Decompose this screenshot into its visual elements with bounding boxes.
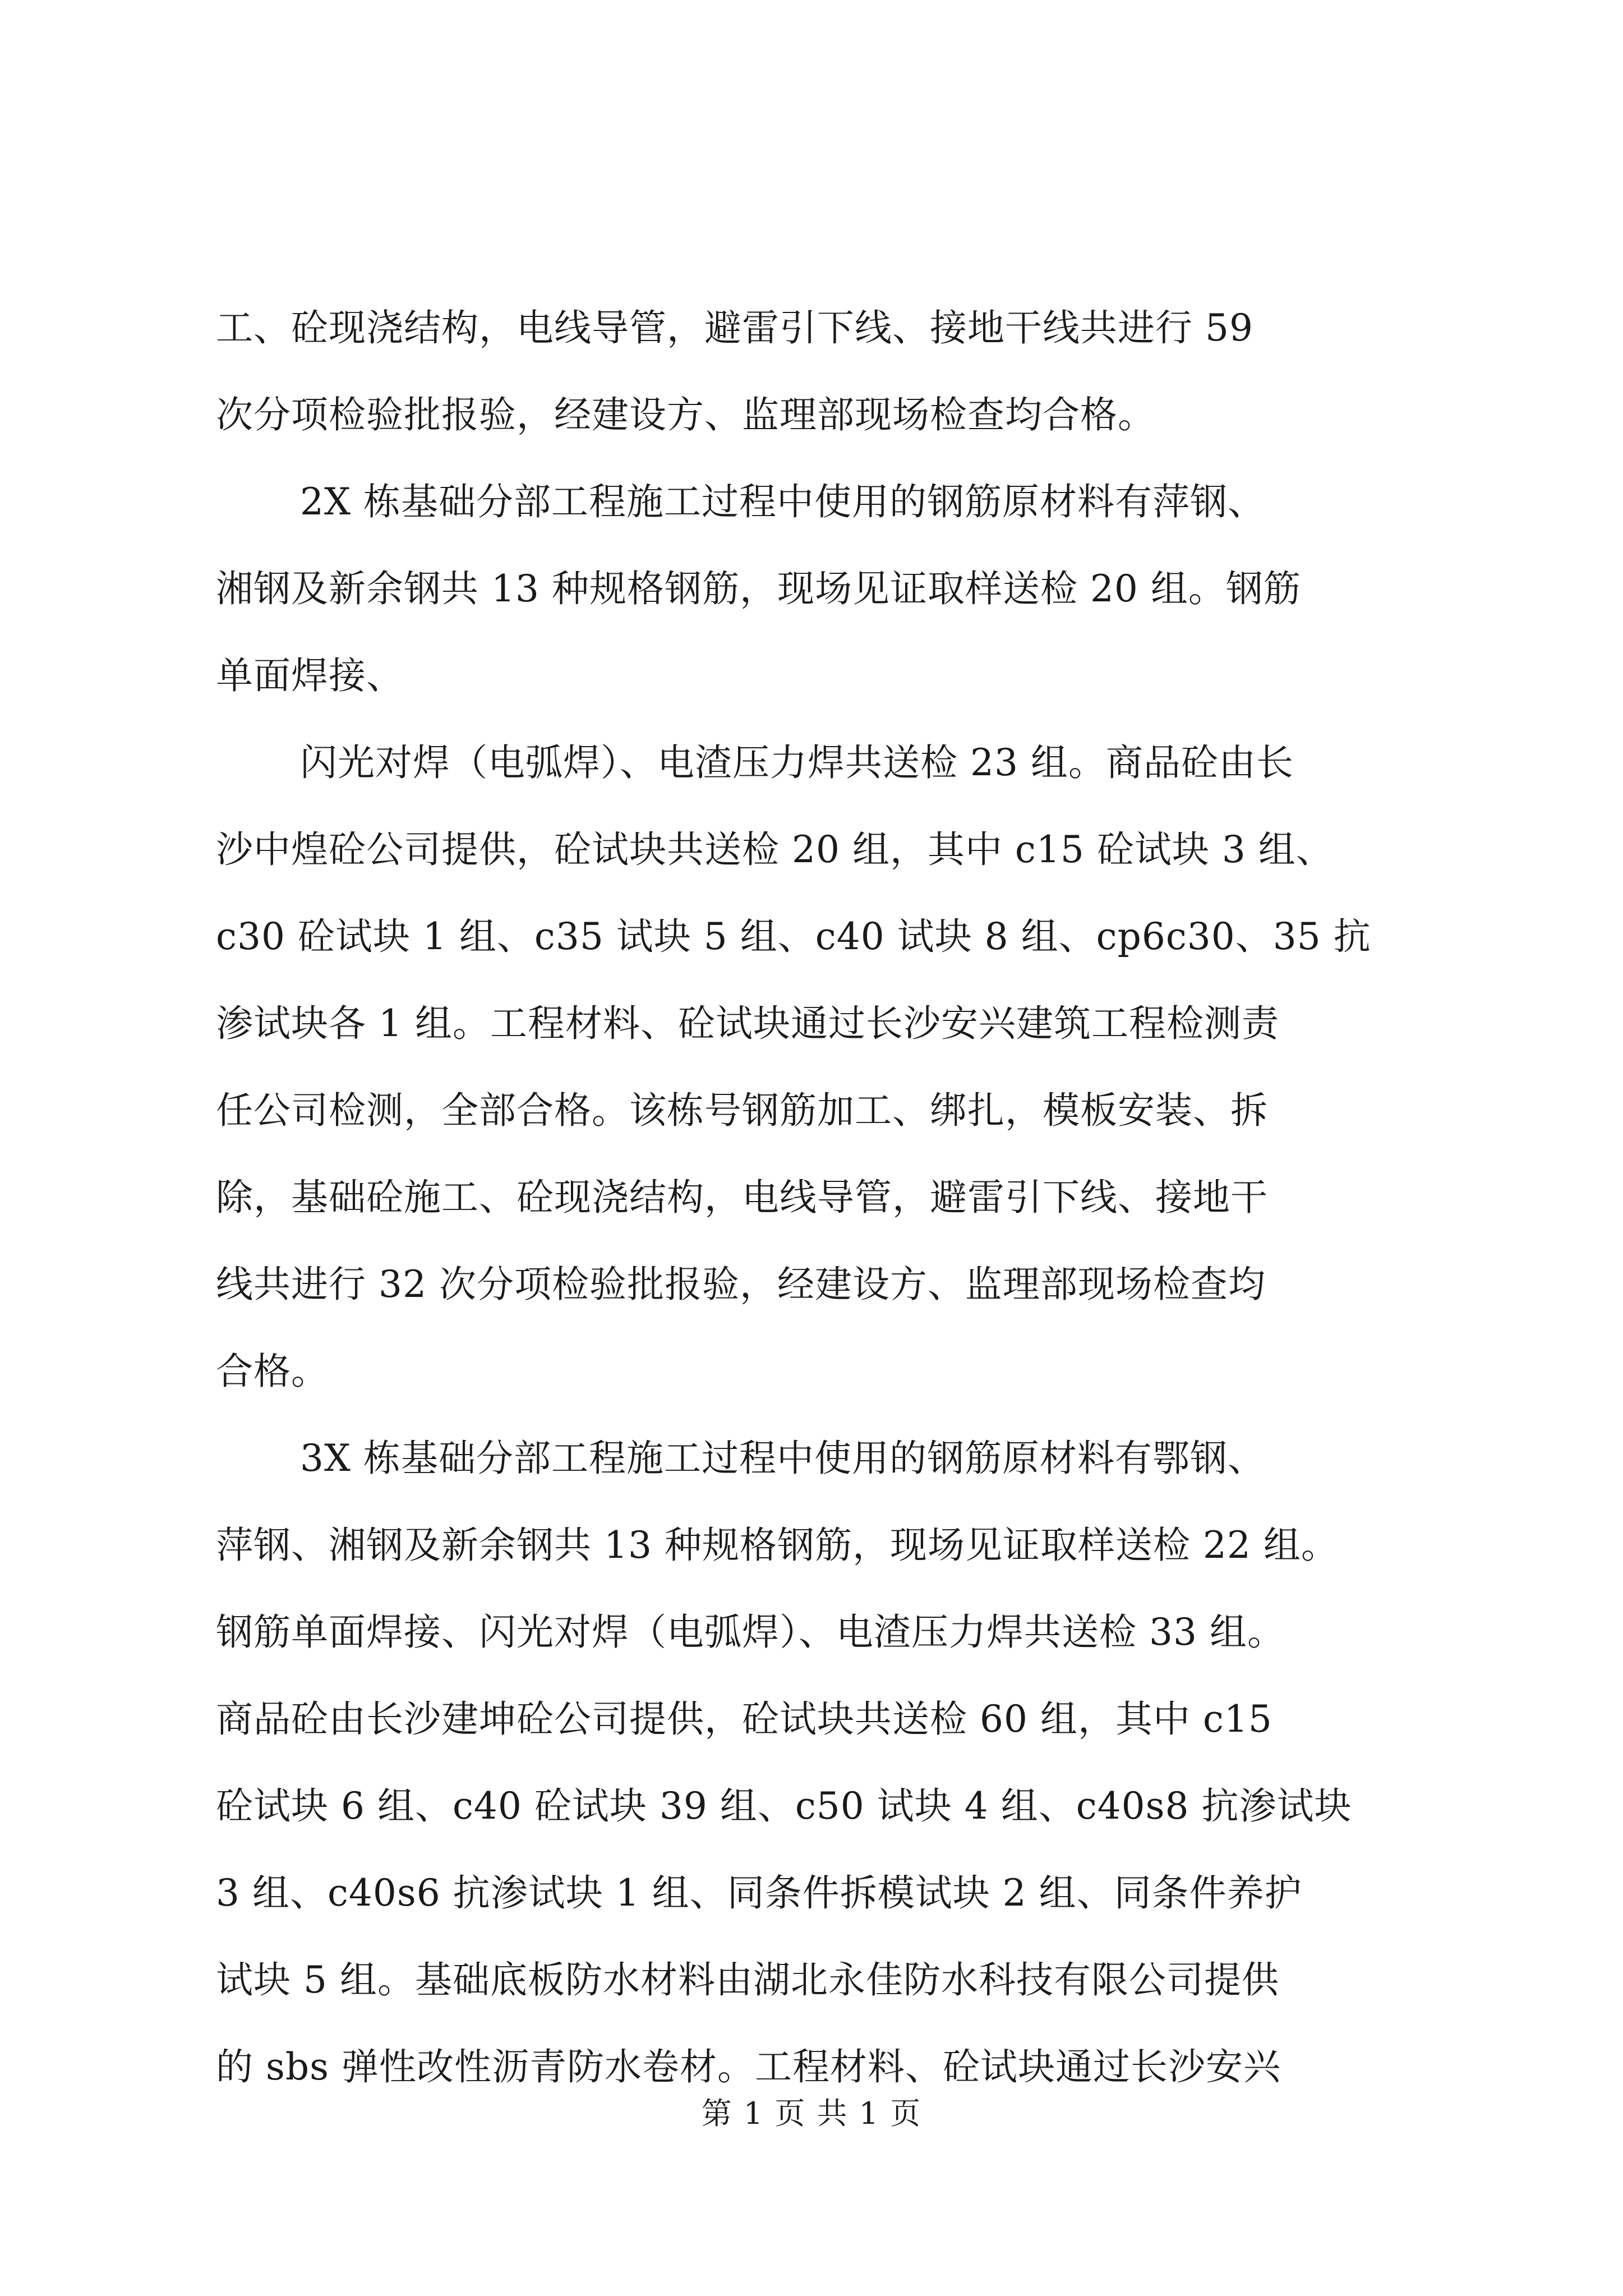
body-line: 次分项检验批报验，经建设方、监理部现场检查均合格。 <box>216 393 1155 436</box>
body-line: 萍钢、湘钢及新余钢共 13 种规格钢筋，现场见证取样送检 22 组。 <box>216 1524 1339 1567</box>
body-line: 3 组、c40s6 抗渗试块 1 组、同条件拆模试块 2 组、同条件养护 <box>216 1871 1302 1915</box>
page-footer: 第 1 页 共 1 页 <box>701 2096 922 2131</box>
body-line: 试块 5 组。基础底板防水材料由湖北永佳防水科技有限公司提供 <box>216 1958 1279 2001</box>
body-line: c30 砼试块 1 组、c35 试块 5 组、c40 试块 8 组、cp6c30、35 抗 <box>216 915 1371 958</box>
body-line: 沙中煌砼公司提供，砼试块共送检 20 组，其中 c15 砼试块 3 组、 <box>216 828 1334 871</box>
body-line: 线共进行 32 次分项检验批报验，经建设方、监理部现场检查均 <box>216 1263 1266 1306</box>
body-line: 钢筋单面焊接、闪光对焊（电弧焊）、电渣压力焊共送检 33 组。 <box>216 1611 1285 1654</box>
body-line: 除，基础砼施工、砼现浇结构，电线导管，避雷引下线、接地干 <box>216 1176 1268 1219</box>
body-line: 的 sbs 弹性改性沥青防水卷材。工程材料、砼试块通过长沙安兴 <box>216 2045 1281 2088</box>
body-line: 合格。 <box>216 1350 329 1393</box>
body-line: 工、砼现浇结构，电线导管，避雷引下线、接地干线共进行 59 <box>216 306 1253 349</box>
body-line: 商品砼由长沙建坤砼公司提供，砼试块共送检 60 组，其中 c15 <box>216 1697 1272 1741</box>
body-line: 任公司检测，全部合格。该栋号钢筋加工、绑扎，模板安装、拆 <box>216 1089 1268 1132</box>
paragraph-start-line: 闪光对焊（电弧焊）、电渣压力焊共送检 23 组。商品砼由长 <box>300 741 1294 784</box>
body-line: 单面焊接、 <box>216 654 404 697</box>
paragraph-start-line: 2X 栋基础分部工程施工过程中使用的钢筋原材料有萍钢、 <box>300 480 1265 523</box>
paragraph-start-line: 3X 栋基础分部工程施工过程中使用的钢筋原材料有鄂钢、 <box>300 1437 1265 1480</box>
body-line: 砼试块 6 组、c40 砼试块 39 组、c50 试块 4 组、c40s8 抗渗试块 <box>216 1784 1352 1828</box>
body-line: 湘钢及新余钢共 13 种规格钢筋，现场见证取样送检 20 组。钢筋 <box>216 567 1301 610</box>
body-line: 渗试块各 1 组。工程材料、砼试块通过长沙安兴建筑工程检测责 <box>216 1002 1279 1045</box>
